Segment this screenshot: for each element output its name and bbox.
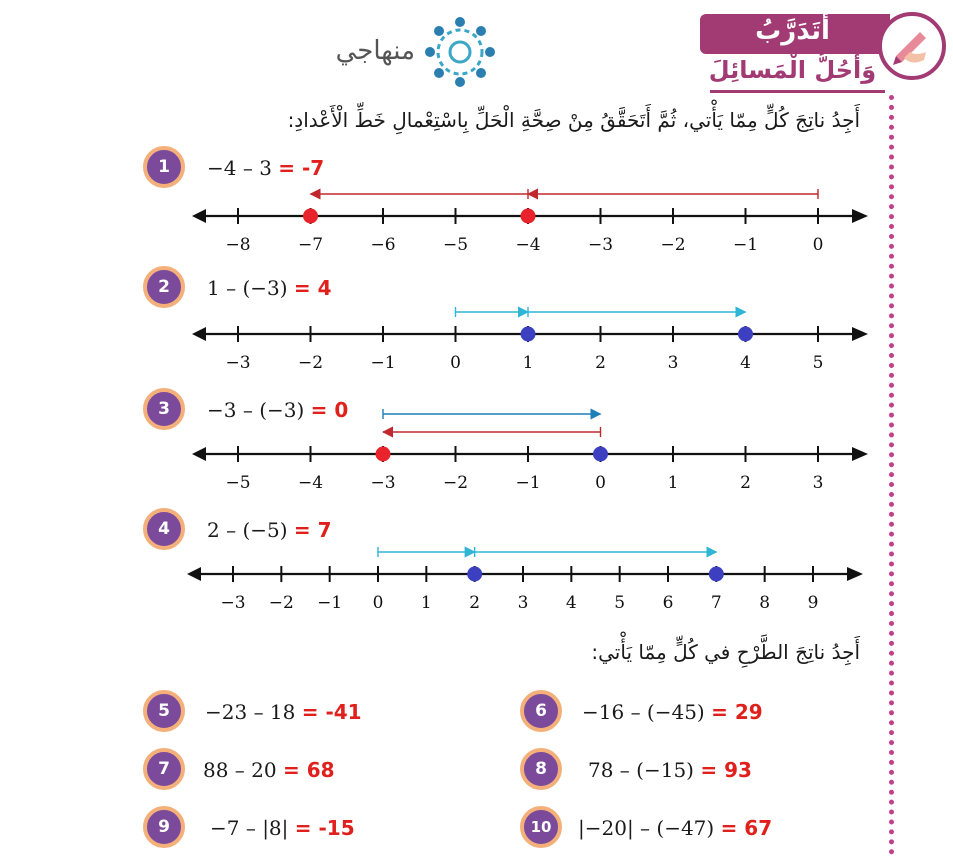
problem-7-answer: = 68 [282, 758, 335, 782]
number-line-2-tick-label: 2 [595, 353, 606, 373]
number-line-4-right-arrow [847, 567, 863, 581]
number-line-1-tick-label: 0 [812, 235, 824, 255]
number-line-4-tick-label: 8 [759, 593, 771, 613]
number-line-4-tick-label: 0 [372, 593, 384, 613]
margin-dotted-line [889, 95, 894, 855]
number-line-1-point [521, 209, 536, 224]
number-line-3-tick-label: 2 [740, 473, 751, 493]
problem-badge-3: 3 [143, 388, 185, 430]
number-line-1-tick-label: −6 [370, 235, 396, 255]
number-line-4-tick-label: 4 [565, 593, 577, 613]
problem-2-expression: 1 – (−3) = 4 [207, 276, 332, 300]
number-line-3-point [593, 447, 608, 462]
number-line-1-tick-label: −2 [660, 235, 686, 255]
brand-name: منهاجي [335, 36, 415, 66]
number-line-2-tick-label: 1 [522, 353, 534, 373]
number-line-3-tick-label: −4 [297, 473, 324, 493]
number-line-4-tick-label: −3 [220, 593, 246, 613]
problem-badge-1: 1 [143, 146, 185, 188]
problem-10-answer: = 67 [720, 816, 773, 840]
problem-10-expression: |−20| – (−47) = 67 [578, 816, 773, 840]
problem-9-answer: = -15 [294, 816, 355, 840]
number-line-3-tick-label: −2 [442, 473, 469, 493]
number-line-2-tick-label: −3 [225, 353, 251, 373]
problem-badge-4: 4 [143, 508, 185, 550]
number-line-2-tick-label: −1 [370, 353, 396, 373]
number-line-4-tick-label: 5 [614, 593, 626, 613]
number-line-2-tick-label: 5 [812, 353, 824, 373]
number-line-3-tick-label: −1 [515, 473, 541, 493]
number-line-2-point [521, 327, 536, 342]
problem-3-answer: = 0 [310, 398, 349, 422]
number-line-2-tick-label: 0 [450, 353, 461, 373]
number-line-1-right-arrow [852, 209, 868, 223]
number-line-4-tick-label: −2 [268, 593, 294, 613]
problem-1-answer: = -7 [278, 156, 325, 180]
problem-1-expression: −4 – 3 = -7 [207, 156, 325, 180]
number-line-4-tick-label: 1 [420, 593, 432, 613]
section-banner [700, 8, 945, 92]
banner-title-line2: وَأَحُلُّ الْمَسائِلَ [708, 56, 877, 84]
banner-title-line1: أَتَدَرَّبُ [755, 16, 830, 46]
problem-9-expression: −7 – |8| = -15 [210, 816, 355, 840]
problem-5-expression: −23 – 18 = -41 [205, 700, 362, 724]
problem-3-expression: −3 – (−3) = 0 [207, 398, 349, 422]
number-line-2-right-arrow [852, 327, 868, 341]
number-line-4-left-arrow [187, 567, 201, 581]
number-line-3-tick-label: −5 [225, 473, 251, 493]
problem-badge-2: 2 [143, 266, 185, 308]
number-line-3-tick-label: 1 [667, 473, 679, 493]
number-line-4-point [709, 567, 724, 582]
problem-8-answer: = 93 [700, 758, 752, 782]
number-line-2-point [738, 327, 753, 342]
problem-badge-6: 6 [520, 690, 562, 732]
number-line-3-tick-label: 3 [812, 473, 824, 493]
number-line-3-right-arrow [852, 447, 868, 461]
number-line-4-tick-label: 9 [807, 593, 819, 613]
number-line-1-tick-label: −5 [442, 235, 469, 255]
number-line-3-tick-label: 0 [595, 473, 606, 493]
number-line-1-tick-label: −4 [515, 235, 541, 255]
number-line-1-tick-label: −8 [225, 235, 251, 255]
number-line-2-left-arrow [192, 327, 206, 341]
number-line-1 [190, 180, 870, 260]
problem-4-expression: 2 – (−5) = 7 [207, 518, 332, 542]
number-line-1-tick-label: −7 [297, 235, 324, 255]
number-line-4-tick-label: 6 [662, 593, 674, 613]
problem-6-answer: = 29 [711, 700, 763, 724]
number-line-4-tick-label: −1 [317, 593, 343, 613]
problem-badge-8: 8 [520, 748, 562, 790]
number-line-4-tick-label: 3 [517, 593, 529, 613]
problem-7-expression: 88 – 20 = 68 [203, 758, 335, 782]
problem-8-expression: 78 – (−15) = 93 [588, 758, 752, 782]
number-line-4-point [467, 567, 482, 582]
brand-logo-icon [420, 12, 500, 92]
problem-2-answer: = 4 [293, 276, 332, 300]
problem-badge-5: 5 [143, 690, 185, 732]
problem-5-answer: = -41 [301, 700, 362, 724]
section1-instruction: أَجِدُ ناتِجَ كُلٍّ مِمّا يَأْتي، ثُمَّ أَتَحَقَّقُ مِنْ صِحَّةِ الْحَلِّ بِاسْتِعْمالِ خَطِّ الْأَعْدادِ: [287, 108, 860, 132]
problem-badge-10: 10 [520, 806, 562, 848]
number-line-1-tick-label: −3 [587, 235, 614, 255]
number-line-3-left-arrow [192, 447, 206, 461]
number-line-3 [190, 398, 870, 498]
number-line-1-left-arrow [192, 209, 206, 223]
number-line-3-tick-label: −3 [370, 473, 396, 493]
number-line-2-tick-label: −2 [297, 353, 324, 373]
problem-4-answer: = 7 [293, 518, 332, 542]
number-line-1-tick-label: −1 [732, 235, 759, 255]
number-line-3-point [376, 447, 391, 462]
problem-badge-9: 9 [143, 806, 185, 848]
problem-badge-7: 7 [143, 748, 185, 790]
number-line-2 [190, 298, 870, 378]
section2-instruction: أَجِدُ ناتِجَ الطَّرْحِ في كُلٍّ مِمّا يَأْتي: [591, 640, 860, 664]
number-line-4-tick-label: 7 [710, 593, 722, 613]
number-line-2-tick-label: 3 [667, 353, 679, 373]
problem-6-expression: −16 – (−45) = 29 [582, 700, 763, 724]
number-line-1-point [303, 209, 318, 224]
number-line-2-tick-label: 4 [740, 353, 751, 373]
pencil-hand-icon [878, 12, 946, 80]
number-line-4-tick-label: 2 [469, 593, 481, 613]
number-line-4 [185, 538, 865, 618]
